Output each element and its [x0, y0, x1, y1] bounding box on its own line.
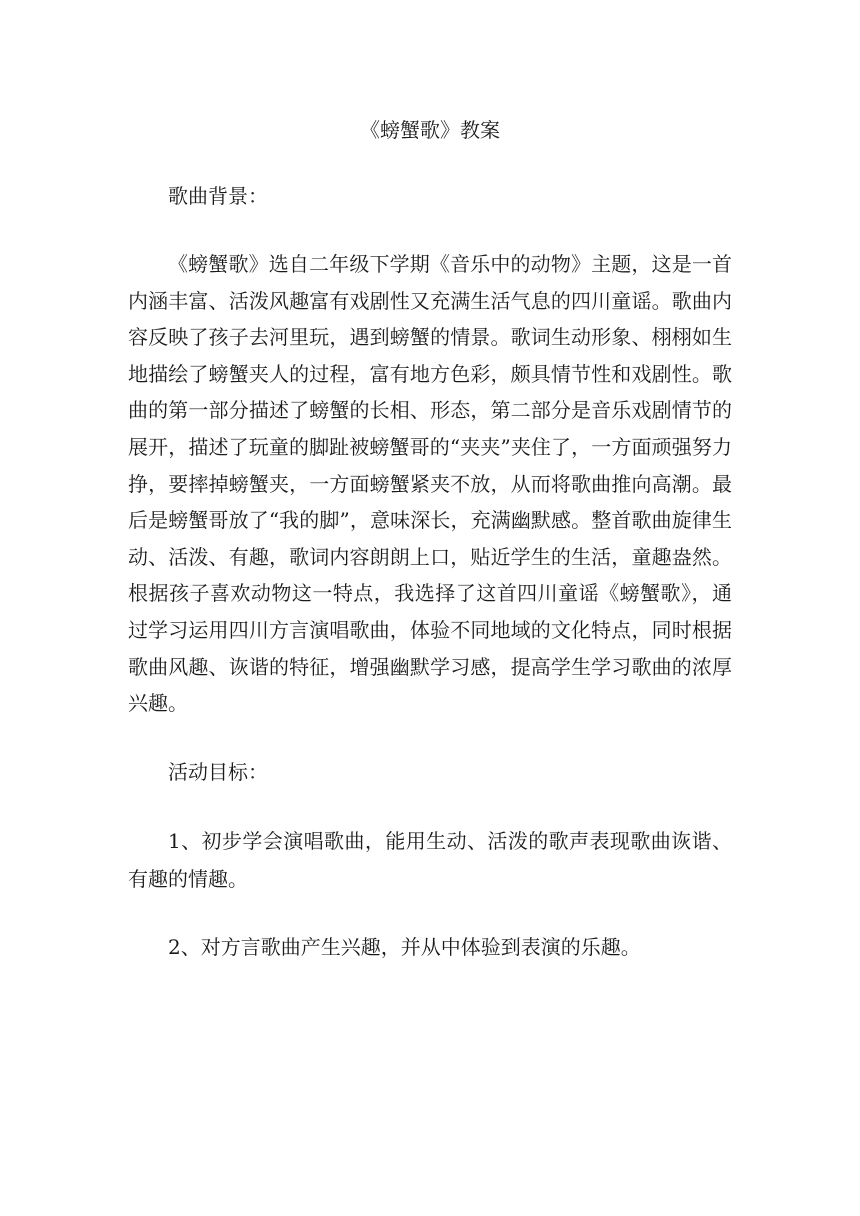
section-heading-objectives: 活动目标：	[168, 759, 268, 784]
objective-item-2: 2、对方言歌曲产生兴趣，并从中体验到表演的乐趣。	[168, 934, 641, 959]
section-heading-background: 歌曲背景：	[168, 184, 268, 208]
document-content	[128, 114, 732, 996]
document-title: 《螃蟹歌》教案	[360, 118, 500, 142]
objective-item-1: 1、初步学会演唱歌曲，能用生动、活泼的歌声表现歌曲诙谐、有趣的情趣。	[128, 828, 732, 891]
background-paragraph: 《螃蟹歌》选自二年级下学期《音乐中的动物》主题，这是一首内涵丰富、活泼风趣富有戏剧性又充满生活气息的四川童谣。歌曲内容反映了孩子去河里玩，遇到螃蟹的情景。歌词生动形象、栩栩如生地描绘了螃蟹夹人的过程，富有地方色彩，颇具情节性和戏剧性。歌曲的第一部分描述了螃蟹的长相、形态，第二部分是音乐戏剧情节的展开，描述了玩童的脚趾被螃蟹哥的“夹夹”夹住了，一方面顽强努力挣，要摔掉螃蟹夹，一方面螃蟹紧夹不放，从而将歌曲推向高潮。最后是螃蟹哥放了“我的脚”，意味深长，充满幽默感。整首歌曲旋律生动、活泼、有趣，歌词内容朗朗上口，贴近学生的生活，童趣盎然。根据孩子喜欢动物这一特点，我选择了这首四川童谣《螃蟹歌》，通过学习运用四川方言演唱歌曲，体验不同地域的文化特点，同时根据歌曲风趣、诙谐的特征，增强幽默学习感，提高学生学习歌曲的浓厚兴趣。	[128, 252, 732, 716]
